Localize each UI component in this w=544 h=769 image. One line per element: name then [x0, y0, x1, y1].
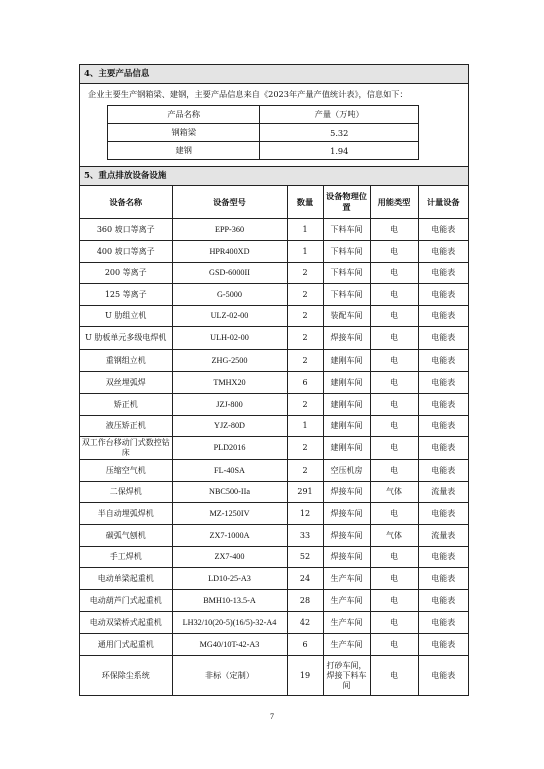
- energy-type-cell: 电: [370, 306, 418, 327]
- equipment-name-cell: 二保焊机: [80, 482, 172, 503]
- quantity-cell: 28: [287, 590, 323, 612]
- energy-type-cell: 气体: [370, 525, 418, 547]
- equipment-row: [80, 372, 468, 394]
- product-cell: 建钢: [108, 142, 260, 160]
- location-cell: 空压机房: [323, 460, 370, 482]
- energy-type-cell: 电: [370, 284, 418, 306]
- section-4-heading: 4、主要产品信息: [80, 65, 468, 84]
- location-cell: 打砂车间，焊接下料车间: [323, 656, 370, 696]
- product-cell: 5.32: [260, 124, 419, 142]
- equipment-name-cell: 手工焊机: [80, 547, 172, 568]
- quantity-cell: 6: [287, 372, 323, 394]
- energy-type-cell: 电: [370, 503, 418, 525]
- meter-cell: 电能表: [418, 263, 468, 284]
- equipment-model-cell: TMHX20: [172, 372, 287, 394]
- quantity-cell: 2: [287, 327, 323, 350]
- equipment-table-header: [80, 186, 468, 219]
- section-4-intro: 企业主要生产钢箱梁、建钢，主要产品信息来自《2023年产量产值统计表》，信息如下：: [88, 89, 408, 99]
- energy-type-cell: 电: [370, 416, 418, 437]
- equipment-row: [80, 306, 468, 327]
- location-cell: 生产车间: [323, 568, 370, 590]
- equipment-header-cell: 数量: [287, 186, 323, 219]
- equipment-model-cell: ZHG-2500: [172, 350, 287, 372]
- equipment-row: [80, 482, 468, 503]
- quantity-cell: 52: [287, 547, 323, 568]
- quantity-cell: 1: [287, 219, 323, 241]
- equipment-row: [80, 656, 468, 696]
- location-cell: 下料车间: [323, 219, 370, 241]
- page-number: 7: [270, 712, 274, 721]
- location-cell: 生产车间: [323, 590, 370, 612]
- quantity-cell: 24: [287, 568, 323, 590]
- equipment-header-cell: 设备名称: [80, 186, 172, 219]
- equipment-model-cell: HPR400XD: [172, 241, 287, 263]
- meter-cell: 电能表: [418, 306, 468, 327]
- product-header-cell: 产量（万吨）: [260, 106, 419, 124]
- equipment-row: [80, 284, 468, 306]
- section-5-heading: 5、重点排放设备设施: [80, 166, 468, 186]
- meter-cell: 流量表: [418, 525, 468, 547]
- equipment-model-cell: FL-40SA: [172, 460, 287, 482]
- meter-cell: 电能表: [418, 590, 468, 612]
- equipment-model-cell: 非标（定制）: [172, 656, 287, 696]
- equipment-model-cell: LH32/10(20-5)(16/5)-32-A4: [172, 612, 287, 634]
- equipment-name-cell: 125 等离子: [80, 284, 172, 306]
- quantity-cell: 19: [287, 656, 323, 696]
- meter-cell: 电能表: [418, 634, 468, 656]
- meter-cell: 电能表: [418, 327, 468, 350]
- meter-cell: 电能表: [418, 350, 468, 372]
- energy-type-cell: 电: [370, 327, 418, 350]
- equipment-name-cell: 双工作台移动门式数控钻床: [80, 437, 172, 460]
- equipment-model-cell: MG40/10T-42-A3: [172, 634, 287, 656]
- location-cell: 焊接车间: [323, 547, 370, 568]
- energy-type-cell: 电: [370, 460, 418, 482]
- location-cell: 建刚车间: [323, 350, 370, 372]
- product-row: [108, 124, 419, 142]
- quantity-cell: 12: [287, 503, 323, 525]
- product-row: [108, 142, 419, 160]
- equipment-name-cell: 电动双梁桥式起重机: [80, 612, 172, 634]
- equipment-row: [80, 460, 468, 482]
- product-cell: 钢箱梁: [108, 124, 260, 142]
- energy-type-cell: 电: [370, 437, 418, 460]
- equipment-model-cell: YJZ-80D: [172, 416, 287, 437]
- energy-type-cell: 电: [370, 263, 418, 284]
- meter-cell: 电能表: [418, 284, 468, 306]
- equipment-name-cell: U 肋组立机: [80, 306, 172, 327]
- equipment-name-cell: 重钢组立机: [80, 350, 172, 372]
- equipment-name-cell: 200 等离子: [80, 263, 172, 284]
- equipment-name-cell: 环保除尘系统: [80, 656, 172, 696]
- energy-type-cell: 电: [370, 634, 418, 656]
- equipment-row: [80, 547, 468, 568]
- quantity-cell: 1: [287, 241, 323, 263]
- equipment-name-cell: 400 坡口等离子: [80, 241, 172, 263]
- equipment-name-cell: 碳弧气刨机: [80, 525, 172, 547]
- product-table: [107, 105, 419, 160]
- location-cell: 建刚车间: [323, 437, 370, 460]
- equipment-model-cell: NBC500-IIa: [172, 482, 287, 503]
- equipment-header-cell: 用能类型: [370, 186, 418, 219]
- location-cell: 焊接车间: [323, 525, 370, 547]
- equipment-model-cell: MZ-1250IV: [172, 503, 287, 525]
- quantity-cell: 2: [287, 460, 323, 482]
- energy-type-cell: 电: [370, 219, 418, 241]
- location-cell: 焊接车间: [323, 327, 370, 350]
- location-cell: 装配车间: [323, 306, 370, 327]
- quantity-cell: 2: [287, 306, 323, 327]
- equipment-model-cell: ULH-02-00: [172, 327, 287, 350]
- location-cell: 生产车间: [323, 634, 370, 656]
- energy-type-cell: 电: [370, 656, 418, 696]
- equipment-model-cell: GSD-6000II: [172, 263, 287, 284]
- location-cell: 焊接车间: [323, 503, 370, 525]
- equipment-model-cell: ULZ-02-00: [172, 306, 287, 327]
- equipment-name-cell: 压缩空气机: [80, 460, 172, 482]
- equipment-table: [80, 186, 468, 696]
- meter-cell: 电能表: [418, 612, 468, 634]
- equipment-row: [80, 241, 468, 263]
- equipment-name-cell: 液压矫正机: [80, 416, 172, 437]
- meter-cell: 电能表: [418, 241, 468, 263]
- meter-cell: 电能表: [418, 219, 468, 241]
- equipment-name-cell: 360 坡口等离子: [80, 219, 172, 241]
- equipment-row: [80, 416, 468, 437]
- equipment-model-cell: G-5000: [172, 284, 287, 306]
- location-cell: 建刚车间: [323, 394, 370, 416]
- equipment-name-cell: 电动葫芦门式起重机: [80, 590, 172, 612]
- equipment-header-cell: 设备物理位置: [323, 186, 370, 219]
- document-frame: [79, 64, 469, 696]
- meter-cell: 电能表: [418, 656, 468, 696]
- quantity-cell: 1: [287, 416, 323, 437]
- meter-cell: 电能表: [418, 372, 468, 394]
- location-cell: 焊接车间: [323, 482, 370, 503]
- energy-type-cell: 电: [370, 394, 418, 416]
- equipment-name-cell: 半自动埋弧焊机: [80, 503, 172, 525]
- equipment-name-cell: 电动单梁起重机: [80, 568, 172, 590]
- product-table-header: [108, 106, 419, 124]
- equipment-row: [80, 525, 468, 547]
- equipment-row: [80, 503, 468, 525]
- quantity-cell: 2: [287, 394, 323, 416]
- meter-cell: 电能表: [418, 503, 468, 525]
- equipment-row: [80, 590, 468, 612]
- location-cell: 生产车间: [323, 612, 370, 634]
- equipment-row: [80, 263, 468, 284]
- energy-type-cell: 电: [370, 568, 418, 590]
- energy-type-cell: 电: [370, 612, 418, 634]
- energy-type-cell: 电: [370, 350, 418, 372]
- quantity-cell: 42: [287, 612, 323, 634]
- energy-type-cell: 电: [370, 590, 418, 612]
- equipment-model-cell: LD10-25-A3: [172, 568, 287, 590]
- meter-cell: 电能表: [418, 547, 468, 568]
- equipment-row: [80, 634, 468, 656]
- equipment-model-cell: ZX7-400: [172, 547, 287, 568]
- equipment-name-cell: 矫正机: [80, 394, 172, 416]
- quantity-cell: 33: [287, 525, 323, 547]
- equipment-name-cell: 双丝埋弧焊: [80, 372, 172, 394]
- equipment-row: [80, 327, 468, 350]
- equipment-model-cell: BMH10-13.5-A: [172, 590, 287, 612]
- meter-cell: 流量表: [418, 482, 468, 503]
- quantity-cell: 2: [287, 350, 323, 372]
- equipment-row: [80, 437, 468, 460]
- equipment-row: [80, 568, 468, 590]
- meter-cell: 电能表: [418, 460, 468, 482]
- equipment-header-cell: 计量设备: [418, 186, 468, 219]
- equipment-model-cell: JZJ-800: [172, 394, 287, 416]
- meter-cell: 电能表: [418, 416, 468, 437]
- equipment-row: [80, 350, 468, 372]
- meter-cell: 电能表: [418, 437, 468, 460]
- energy-type-cell: 电: [370, 372, 418, 394]
- meter-cell: 电能表: [418, 394, 468, 416]
- equipment-model-cell: PLD2016: [172, 437, 287, 460]
- location-cell: 下料车间: [323, 263, 370, 284]
- energy-type-cell: 气体: [370, 482, 418, 503]
- meter-cell: 电能表: [418, 568, 468, 590]
- location-cell: 建刚车间: [323, 416, 370, 437]
- quantity-cell: 2: [287, 437, 323, 460]
- energy-type-cell: 电: [370, 241, 418, 263]
- equipment-model-cell: ZX7-1000A: [172, 525, 287, 547]
- product-cell: 1.94: [260, 142, 419, 160]
- equipment-name-cell: U 肋板单元多级电焊机: [80, 327, 172, 350]
- quantity-cell: 291: [287, 482, 323, 503]
- location-cell: 下料车间: [323, 284, 370, 306]
- equipment-model-cell: EPP-360: [172, 219, 287, 241]
- quantity-cell: 2: [287, 263, 323, 284]
- equipment-row: [80, 394, 468, 416]
- quantity-cell: 2: [287, 284, 323, 306]
- equipment-row: [80, 219, 468, 241]
- quantity-cell: 6: [287, 634, 323, 656]
- location-cell: 下料车间: [323, 241, 370, 263]
- equipment-row: [80, 612, 468, 634]
- equipment-header-cell: 设备型号: [172, 186, 287, 219]
- equipment-name-cell: 通用门式起重机: [80, 634, 172, 656]
- energy-type-cell: 电: [370, 547, 418, 568]
- location-cell: 建刚车间: [323, 372, 370, 394]
- product-header-cell: 产品名称: [108, 106, 260, 124]
